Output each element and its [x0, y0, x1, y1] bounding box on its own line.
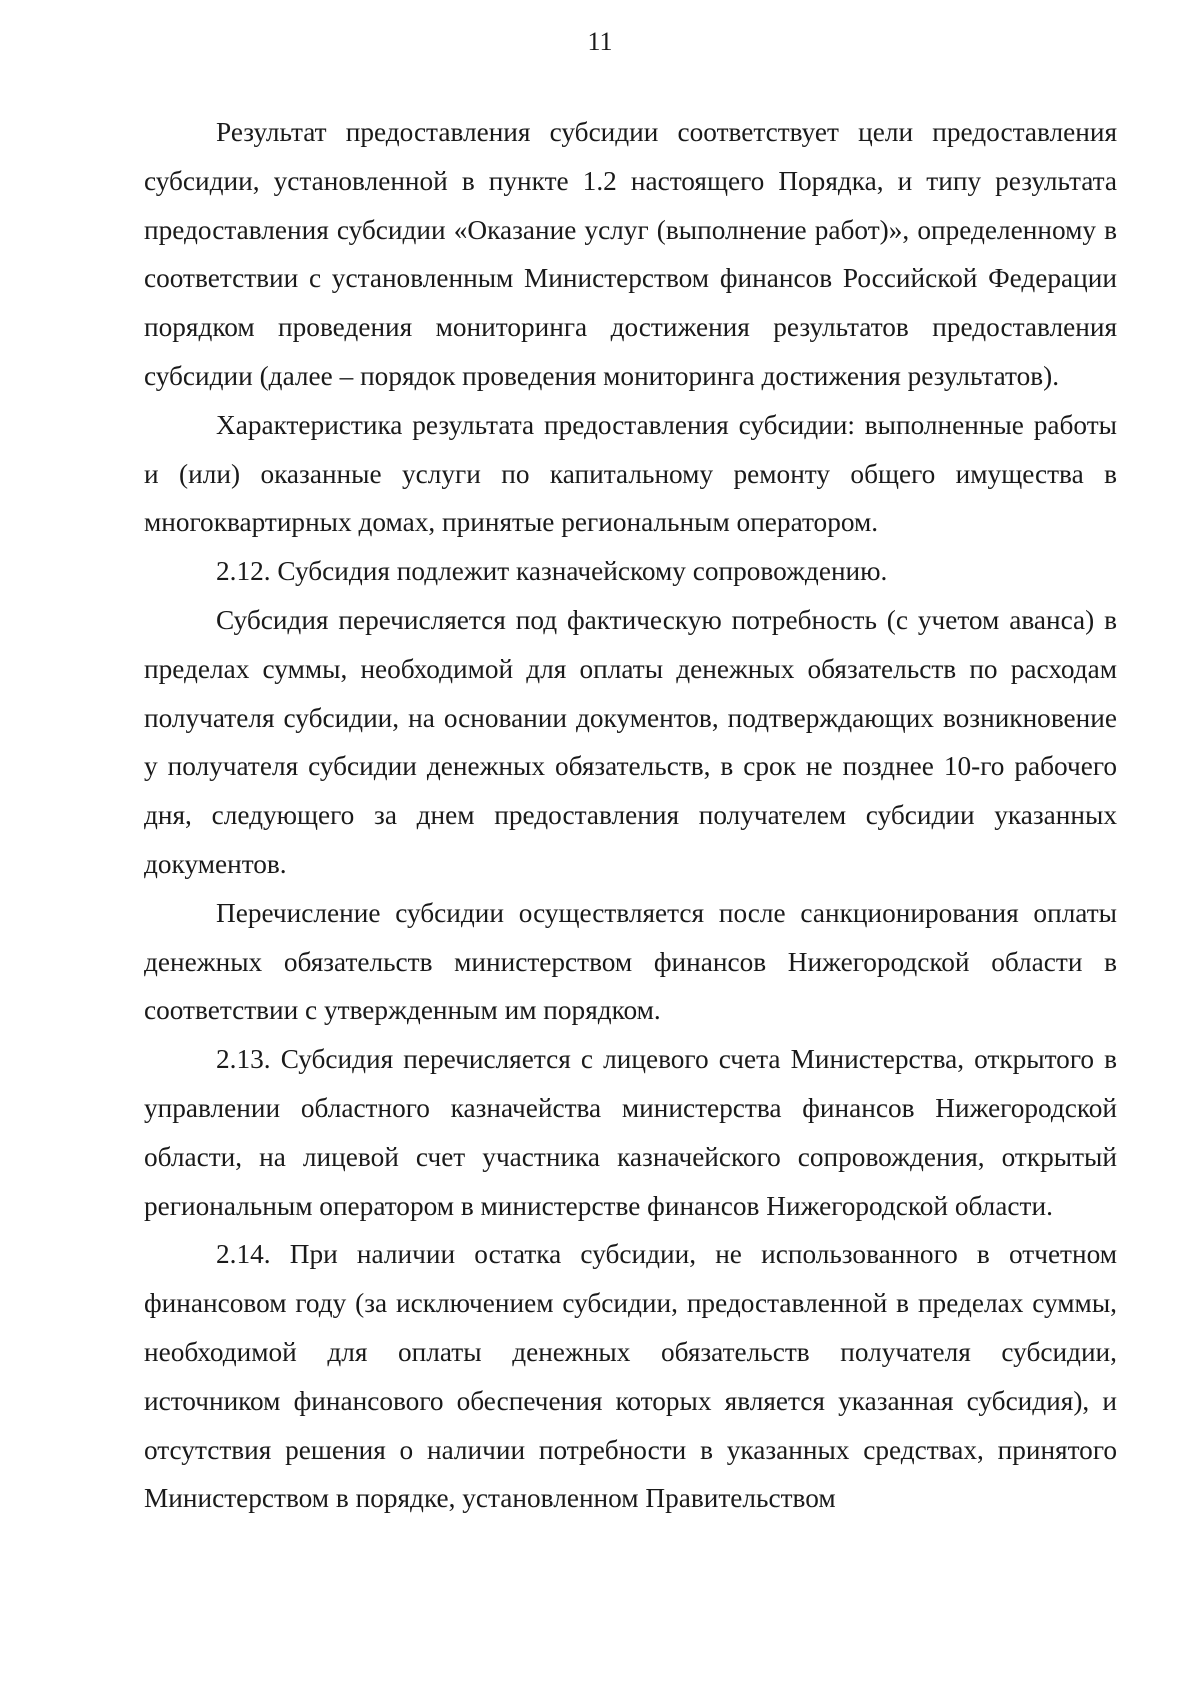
paragraph-2-12: 2.12. Субсидия подлежит казначейскому сопровождению.	[216, 556, 888, 587]
paragraph-transfer-need: Субсидия перечисляется под фактическую потребность (с учетом аванса) в пределах суммы, необходимой для оплаты денежных обязательств по расходам получателя субсидии, на основании документов, подтверждающих возникновение у получателя субсидии денежных обязательств, в срок не позднее 10-го рабочего дня, следующего за днем предоставления получателем субсидии указанных документов.	[144, 604, 1117, 879]
paragraph-result-characteristic: Характеристика результата предоставления субсидии: выполненные работы и (или) оказанные услуги по капитальному ремонту общего имущества в многоквартирных домах, принятые региональным оператором.	[144, 409, 1117, 538]
paragraph-2-13: 2.13. Субсидия перечисляется с лицевого счета Министерства, открытого в управлении областного казначейства министерства финансов Нижегородской области, на лицевой счет участника казначейского сопровождения, открытый региональным оператором в министерстве финансов Нижегородской области.	[144, 1044, 1117, 1221]
paragraph-transfer-sanction: Перечисление субсидии осуществляется после санкционирования оплаты денежных обязательств министерством финансов Нижегородской области в соответствии с утвержденным им порядком.	[144, 897, 1117, 1026]
document-body	[144, 108, 1117, 1523]
paragraph-2-14: 2.14. При наличии остатка субсидии, не использованного в отчетном финансовом году (за исключением субсидии, предоставленной в пределах суммы, необходимой для оплаты денежных обязательств получателя субсидии, источником финансового обеспечения которых является указанная субсидия), и отсутствия решения о наличии потребности в указанных средствах, принятого Министерством в порядке, установленном Правительством	[144, 1239, 1117, 1514]
paragraph-result: Результат предоставления субсидии соответствует цели предоставления субсидии, установленной в пункте 1.2 настоящего Порядка, и типу результата предоставления субсидии «Оказание услуг (выполнение работ)», определенному в соответствии с установленным Министерством финансов Российской Федерации порядком проведения мониторинга достижения результатов предоставления субсидии (далее – порядок проведения мониторинга достижения результатов).	[144, 117, 1117, 391]
page-number: 11	[587, 27, 613, 56]
